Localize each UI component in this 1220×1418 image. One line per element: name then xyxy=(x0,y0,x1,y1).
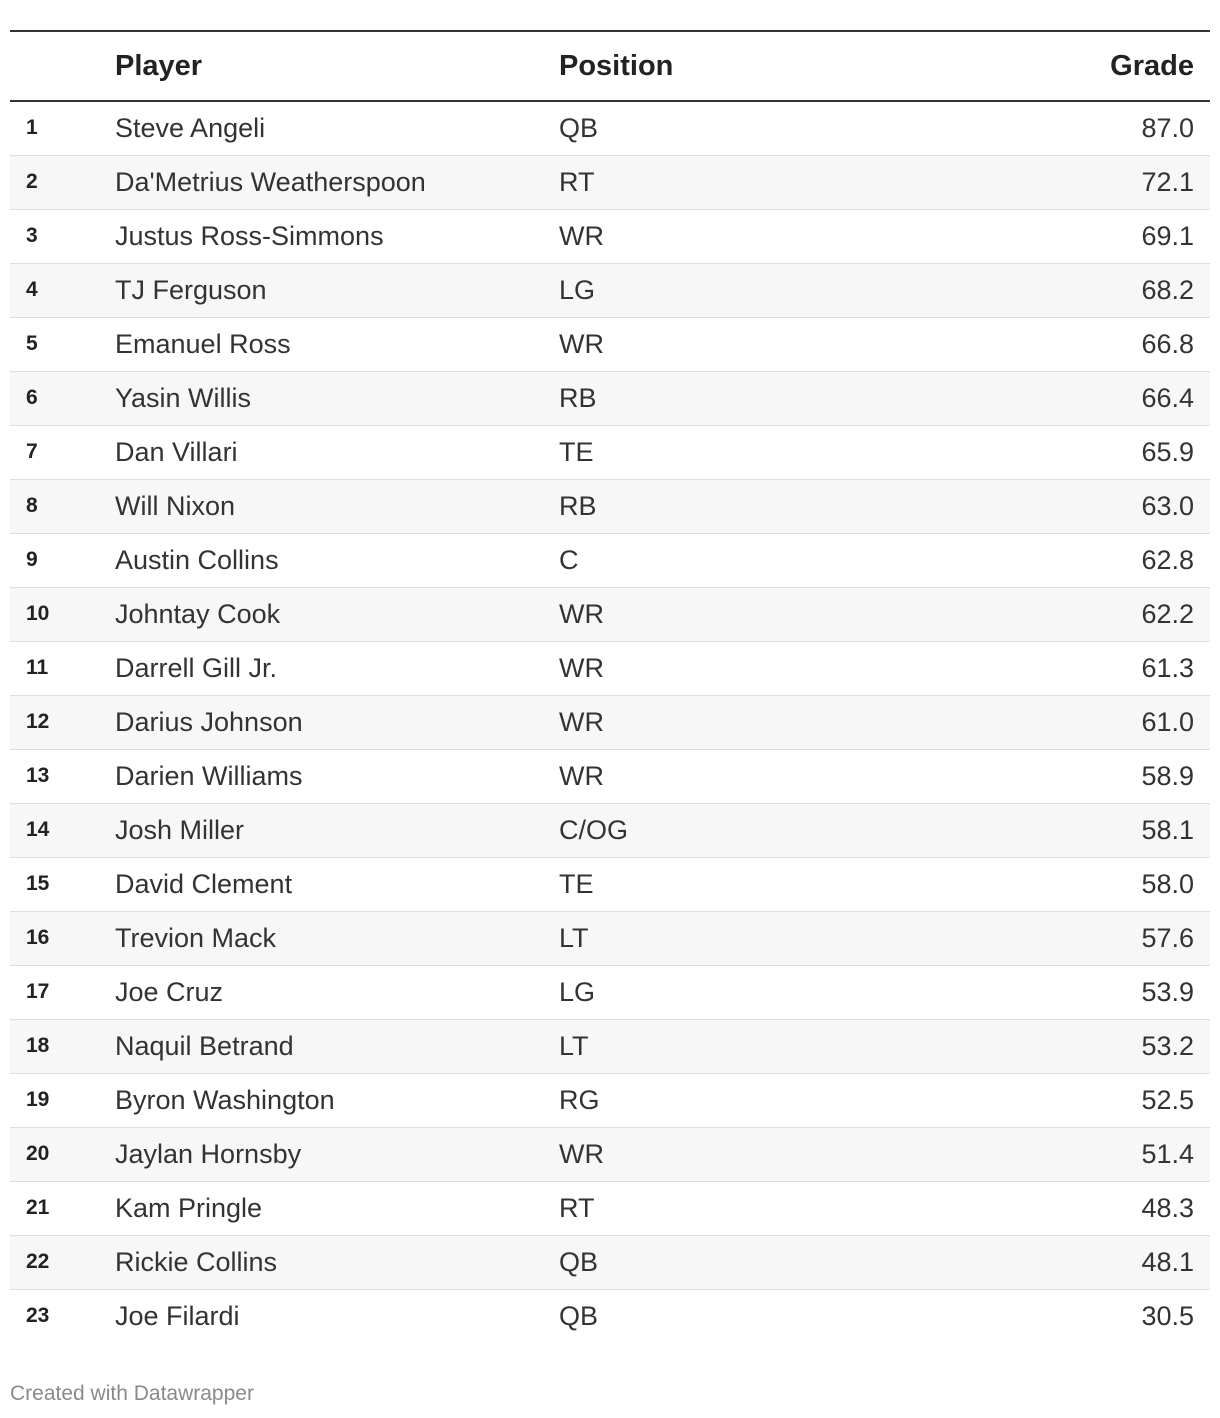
position-cell: RT xyxy=(559,155,979,209)
rank-cell: 15 xyxy=(10,857,115,911)
player-cell: Yasin Willis xyxy=(115,371,559,425)
table-row xyxy=(10,371,1210,425)
rank-cell: 9 xyxy=(10,533,115,587)
grade-cell: 61.0 xyxy=(979,695,1210,749)
position-cell: WR xyxy=(559,641,979,695)
rank-cell: 20 xyxy=(10,1127,115,1181)
position-cell: RT xyxy=(559,1181,979,1235)
position-cell: QB xyxy=(559,1300,599,1331)
rank-cell: 6 xyxy=(10,371,115,425)
table-row xyxy=(10,587,1210,641)
player-cell: Kam Pringle xyxy=(115,1181,559,1235)
player-cell: Dan Villari xyxy=(115,425,559,479)
player-cell: Jaylan Hornsby xyxy=(115,1127,559,1181)
player-cell: Rickie Collins xyxy=(115,1235,559,1289)
rank-cell: 11 xyxy=(10,641,115,695)
grade-cell: 66.8 xyxy=(979,317,1210,371)
position-cell: TE xyxy=(559,425,979,479)
table-header xyxy=(10,31,1210,101)
rank-cell: 17 xyxy=(10,965,115,1019)
player-cell: Josh Miller xyxy=(115,803,559,857)
position-cell: QB xyxy=(559,101,979,155)
player-cell: Emanuel Ross xyxy=(115,317,559,371)
rank-cell: 22 xyxy=(10,1235,115,1289)
position-cell: WR xyxy=(559,749,979,803)
grade-cell: 48.3 xyxy=(979,1181,1210,1235)
grade-cell: 58.9 xyxy=(979,749,1210,803)
position-cell: RB xyxy=(559,479,979,533)
player-cell: Joe Cruz xyxy=(115,965,559,1019)
header-position[interactable]: Position xyxy=(559,31,979,101)
table-row xyxy=(10,317,1210,371)
grade-cell: 66.4 xyxy=(979,371,1210,425)
position-cell: WR xyxy=(559,695,979,749)
rank-cell: 16 xyxy=(10,911,115,965)
grade-cell: 69.1 xyxy=(979,209,1210,263)
grade-cell: 58.1 xyxy=(979,803,1210,857)
player-cell: Austin Collins xyxy=(115,533,559,587)
grade-cell: 62.8 xyxy=(979,533,1210,587)
grades-table xyxy=(10,30,1210,1343)
table-row xyxy=(10,1073,1210,1127)
player-cell: Justus Ross-Simmons xyxy=(115,209,559,263)
grade-cell: 53.2 xyxy=(979,1019,1210,1073)
table-row xyxy=(10,263,1210,317)
rank-cell: 7 xyxy=(10,425,115,479)
table-row xyxy=(10,1127,1210,1181)
table-row xyxy=(10,857,1210,911)
grade-cell: 65.9 xyxy=(979,425,1210,479)
rank-cell: 13 xyxy=(10,749,115,803)
player-cell: David Clement xyxy=(115,857,559,911)
rank-cell: 3 xyxy=(10,209,115,263)
grade-cell: 48.1 xyxy=(979,1235,1210,1289)
player-cell: Trevion Mack xyxy=(115,911,559,965)
table-row xyxy=(10,479,1210,533)
position-cell: LT xyxy=(559,911,979,965)
rank-cell: 12 xyxy=(10,695,115,749)
grade-cell: 87.0 xyxy=(979,101,1210,155)
rank-cell: 1 xyxy=(10,101,115,155)
position-cell: RB xyxy=(559,371,979,425)
rank-cell: 10 xyxy=(10,587,115,641)
position-cell: QB xyxy=(559,1235,979,1289)
table-body xyxy=(10,101,1210,1343)
position-cell: RG xyxy=(559,1073,979,1127)
table-row xyxy=(10,1235,1210,1289)
table-row xyxy=(10,803,1210,857)
rank-cell: 5 xyxy=(10,317,115,371)
grade-cell: 63.0 xyxy=(979,479,1210,533)
grade-cell: 62.2 xyxy=(979,587,1210,641)
table-row xyxy=(10,695,1210,749)
grade-cell: 61.3 xyxy=(979,641,1210,695)
table-row xyxy=(10,209,1210,263)
grade-cell: 68.2 xyxy=(979,263,1210,317)
rank-cell: 2 xyxy=(10,155,115,209)
position-cell: LT xyxy=(559,1019,979,1073)
player-cell: Darius Johnson xyxy=(115,695,559,749)
grade-cell: 58.0 xyxy=(979,857,1210,911)
grade-cell: 52.5 xyxy=(979,1073,1210,1127)
table-row xyxy=(10,965,1210,1019)
player-cell: Darrell Gill Jr. xyxy=(115,641,559,695)
player-cell: Joe Filardi xyxy=(115,1300,240,1331)
table-row xyxy=(10,749,1210,803)
grades-table-container xyxy=(10,30,1210,1343)
player-cell: Da'Metrius Weatherspoon xyxy=(115,155,559,209)
rank-cell: 18 xyxy=(10,1019,115,1073)
rank-cell: 4 xyxy=(10,263,115,317)
position-cell: WR xyxy=(559,209,979,263)
table-row xyxy=(10,1289,1210,1343)
rank-cell: 21 xyxy=(10,1181,115,1235)
grade-cell: 51.4 xyxy=(979,1127,1210,1181)
grade-cell: 57.6 xyxy=(979,911,1210,965)
header-rank[interactable] xyxy=(10,31,115,101)
table-row xyxy=(10,1019,1210,1073)
grade-cell: 53.9 xyxy=(979,965,1210,1019)
rank-cell: 19 xyxy=(10,1073,115,1127)
position-cell: C/OG xyxy=(559,803,979,857)
position-cell: C xyxy=(559,533,979,587)
player-cell: Steve Angeli xyxy=(115,101,559,155)
table-row xyxy=(10,911,1210,965)
position-cell: LG xyxy=(559,263,979,317)
position-cell: WR xyxy=(559,317,979,371)
position-cell: WR xyxy=(559,587,979,641)
header-grade[interactable]: Grade xyxy=(979,31,1210,101)
position-cell: LG xyxy=(559,965,979,1019)
grade-cell: 30.5 xyxy=(1141,1300,1194,1331)
datawrapper-credit[interactable]: Created with Datawrapper xyxy=(10,1382,254,1405)
table-row xyxy=(10,425,1210,479)
player-cell: Naquil Betrand xyxy=(115,1019,559,1073)
table-row xyxy=(10,101,1210,155)
player-cell: Johntay Cook xyxy=(115,587,559,641)
player-cell: Will Nixon xyxy=(115,479,559,533)
table-row xyxy=(10,641,1210,695)
rank-cell: 14 xyxy=(10,803,115,857)
player-cell: Byron Washington xyxy=(115,1073,559,1127)
rank-cell: 23 xyxy=(26,1304,50,1328)
player-cell: TJ Ferguson xyxy=(115,263,559,317)
table-row xyxy=(10,1181,1210,1235)
position-cell: WR xyxy=(559,1127,979,1181)
rank-cell: 8 xyxy=(10,479,115,533)
header-player[interactable]: Player xyxy=(115,31,559,101)
table-row xyxy=(10,155,1210,209)
grade-cell: 72.1 xyxy=(979,155,1210,209)
position-cell: TE xyxy=(559,857,979,911)
header-row xyxy=(10,31,1210,101)
table-row xyxy=(10,533,1210,587)
player-cell: Darien Williams xyxy=(115,749,559,803)
